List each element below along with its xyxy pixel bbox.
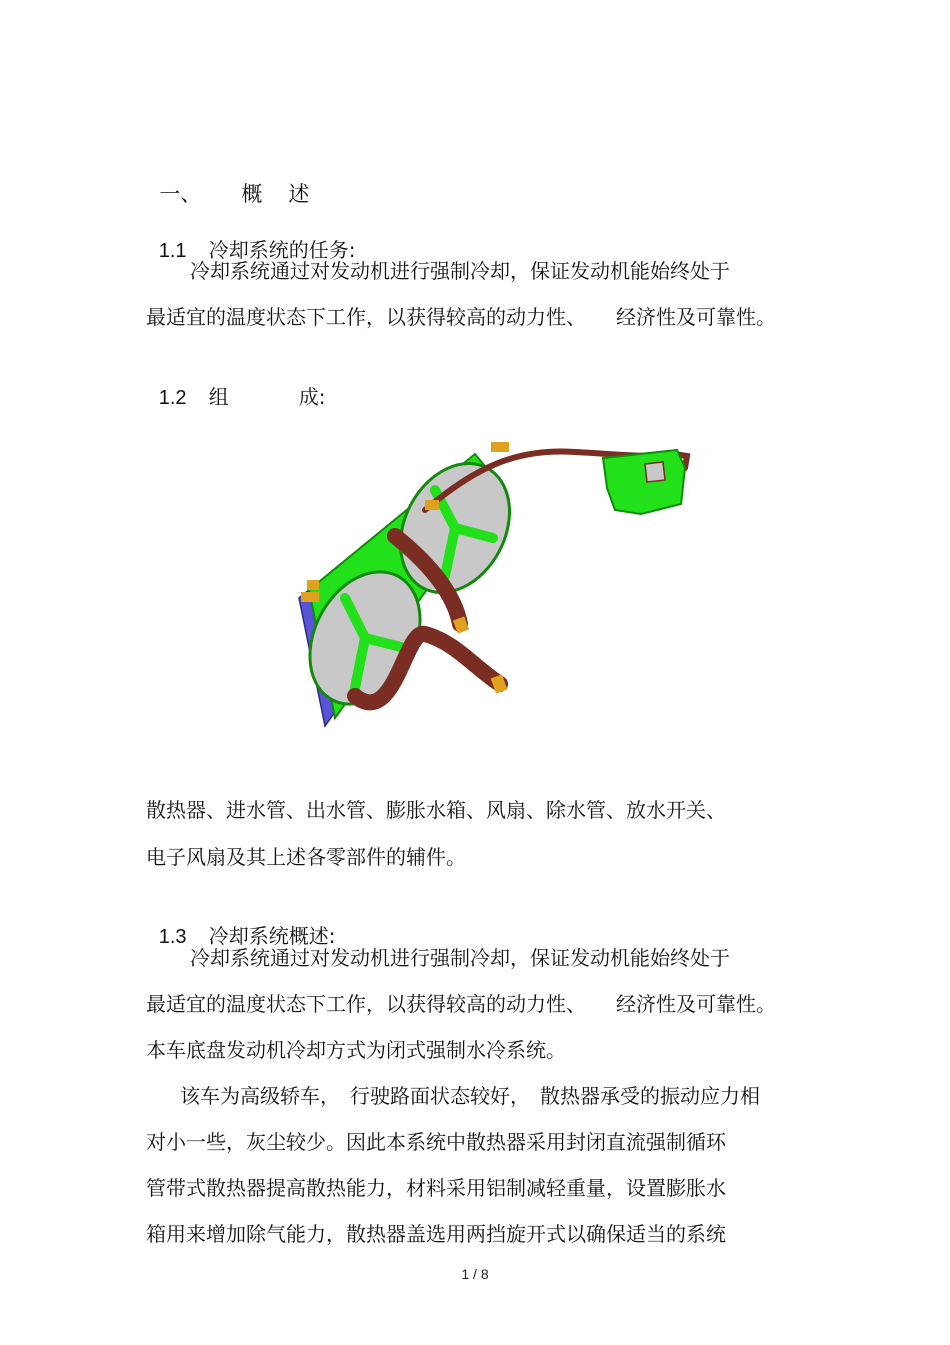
paragraph-line: 散热器、进水管、出水管、膨胀水箱、风扇、除水管、放水开关、 — [146, 798, 726, 822]
paragraph-line: 最适宜的温度状态下工作，以获得较高的动力性、 经济性及可靠性。 — [146, 305, 776, 329]
mount-bracket — [301, 592, 319, 602]
subsection-1-1-heading — [146, 214, 355, 263]
heading-index: 一、 — [159, 182, 202, 206]
paragraph-line: 电子风扇及其上述各零部件的辅件。 — [146, 845, 466, 869]
subsection-title: 冷却系统的任务: — [208, 238, 356, 262]
expansion-tank — [603, 450, 685, 514]
paragraph-line: 本车底盘发动机冷却方式为闭式强制水冷系统。 — [146, 1038, 566, 1062]
page-number: 1 / 8 — [461, 1266, 489, 1282]
mount-bracket — [491, 442, 509, 452]
heading-text-2: 述 — [288, 182, 310, 206]
subsection-title-1: 组 — [208, 385, 229, 409]
subsection-1-3-heading — [146, 900, 335, 949]
heading-text-1: 概 — [241, 182, 263, 206]
paragraph-line: 该车为高级轿车， 行驶路面状态较好， 散热器承受的振动应力相 — [180, 1084, 760, 1108]
subsection-title: 冷却系统概述: — [208, 924, 336, 948]
subsection-1-2-heading — [146, 361, 325, 410]
subsection-number: 1.3 — [158, 926, 187, 948]
mount-bracket — [307, 580, 319, 590]
paragraph-line: 冷却系统通过对发动机进行强制冷却，保证发动机能始终处于 — [190, 946, 730, 970]
subsection-title-2: 成: — [298, 385, 326, 409]
subsection-number: 1.1 — [158, 240, 187, 262]
section-heading — [146, 158, 309, 206]
paragraph-line: 冷却系统通过对发动机进行强制冷却，保证发动机能始终处于 — [190, 259, 730, 283]
tank-cap — [645, 462, 665, 482]
paragraph-line: 对小一些，灰尘较少。因此本系统中散热器采用封闭直流强制循环 — [146, 1130, 726, 1154]
paragraph-line: 最适宜的温度状态下工作，以获得较高的动力性、 经济性及可靠性。 — [146, 992, 776, 1016]
paragraph-line: 箱用来增加除气能力，散热器盖选用两挡旋开式以确保适当的系统 — [146, 1222, 726, 1246]
mount-bracket — [425, 500, 439, 510]
paragraph-line: 管带式散热器提高散热能力，材料采用铝制减轻重量，设置膨胀水 — [146, 1176, 726, 1200]
subsection-number: 1.2 — [158, 387, 187, 409]
cooling-system-illustration — [285, 428, 705, 738]
